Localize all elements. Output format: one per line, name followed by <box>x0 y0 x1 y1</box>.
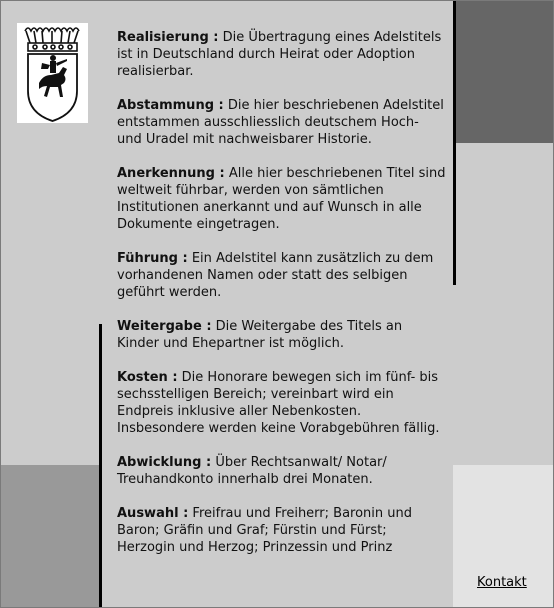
entry-term: Realisierung : <box>117 30 219 45</box>
divider-bar-left <box>99 324 102 607</box>
entry-text: Die Übertragung eines Adelstitels ist in Deutschland durch Heirat oder Adoption realisierbar. <box>117 30 442 79</box>
entry-text: Die hier beschriebenen Adelstitel entstammen ausschliesslich deutschem Hoch- und Uradel mit nachweisbarer Historie. <box>117 98 444 147</box>
entry-term: Anerkennung : <box>117 166 225 181</box>
entry-fuehrung <box>117 250 447 301</box>
entry-term: Auswahl : <box>117 506 189 521</box>
decorative-panel-bottom-left <box>1 465 99 607</box>
coat-of-arms-icon <box>17 23 88 123</box>
entry-text: Alle hier beschriebenen Titel sind weltweit führbar, werden von sämtlichen Institutionen anerkannt und auf Wunsch in alle Dokumente eingetragen. <box>117 166 446 232</box>
entry-text: Ein Adelstitel kann zusätzlich zu dem vorhandenen Namen oder statt des selbigen geführt werden. <box>117 251 434 300</box>
entry-text: Über Rechtsanwalt/ Notar/ Treuhandkonto innerhalb drei Monaten. <box>117 455 387 487</box>
entry-term: Weitergabe : <box>117 319 212 334</box>
decorative-panel-top-right <box>456 1 553 143</box>
entry-text: Die Honorare bewegen sich im fünf- bis sechsstelligen Bereich; vereinbart wird ein Endpreis inklusive aller Nebenkosten. Insbesondere werden keine Vorabgebühren fällig. <box>117 370 440 436</box>
entry-term: Abwicklung : <box>117 455 212 470</box>
entry-term: Abstammung : <box>117 98 224 113</box>
entry-kosten <box>117 369 447 437</box>
contact-link[interactable]: Kontakt <box>477 575 527 590</box>
entry-realisierung <box>117 29 447 80</box>
entry-text: Die Weitergabe des Titels an Kinder und Ehepartner ist möglich. <box>117 319 403 351</box>
entry-weitergabe <box>117 318 447 352</box>
text-content <box>117 29 447 573</box>
entry-text: Freifrau und Freiherr; Baronin und Baron; Gräfin und Graf; Fürstin und Fürst; Herzogin und Herzog; Prinzessin und Prinz <box>117 506 413 555</box>
entry-abstammung <box>117 97 447 148</box>
entry-term: Führung : <box>117 251 188 266</box>
entry-anerkennung <box>117 165 447 233</box>
decorative-panel-mid-right <box>456 143 553 465</box>
divider-bar-right <box>453 1 456 285</box>
entry-term: Kosten : <box>117 370 178 385</box>
entry-abwicklung <box>117 454 447 488</box>
entry-auswahl <box>117 505 447 556</box>
